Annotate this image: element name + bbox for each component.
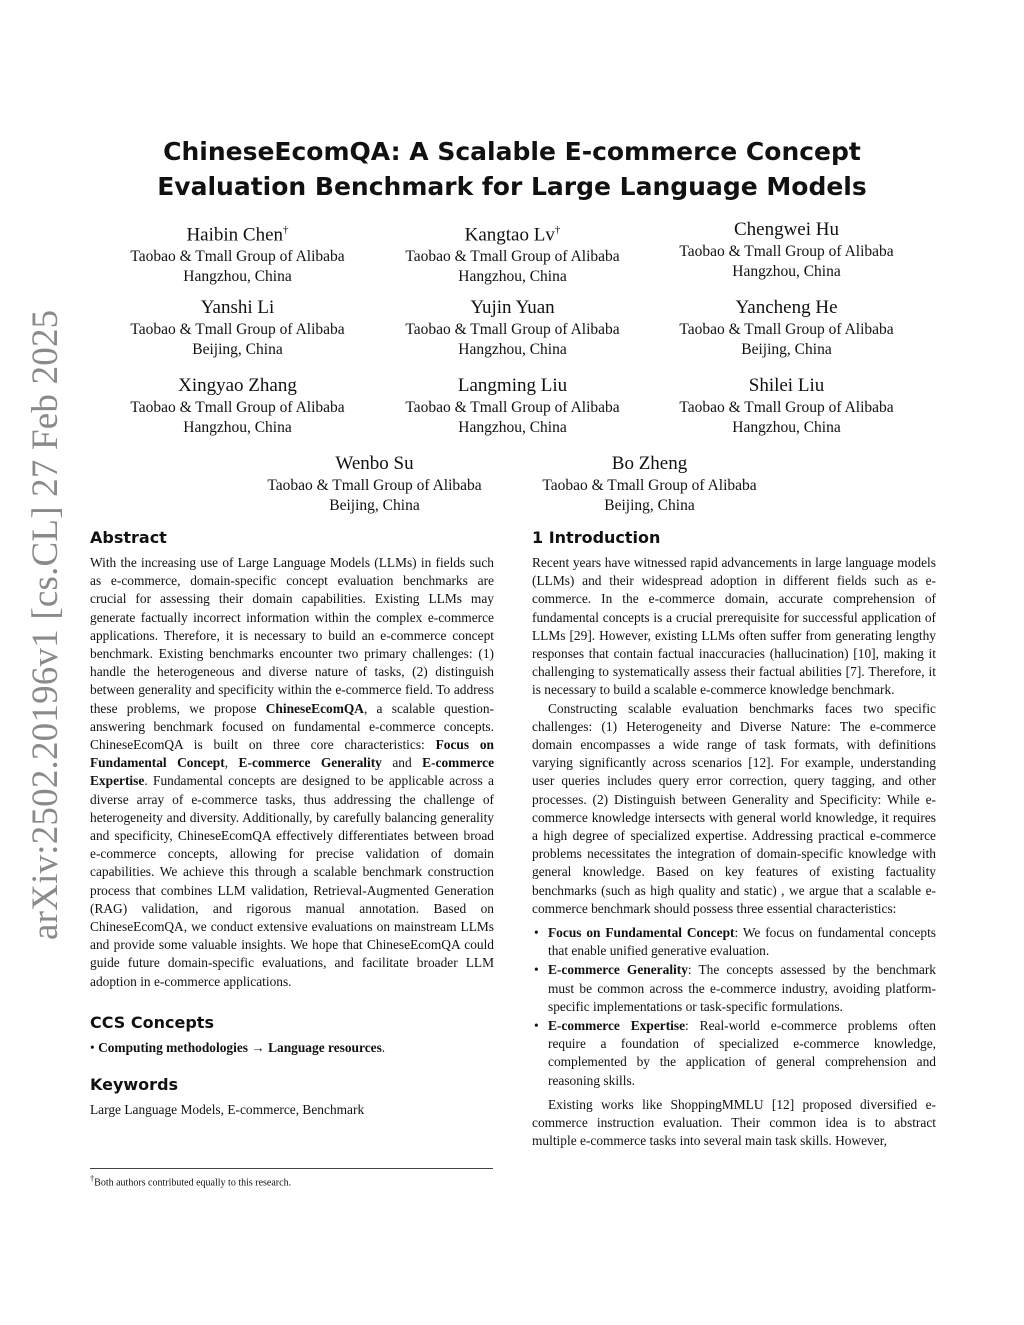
author-location: Hangzhou, China [458,341,567,358]
author-block [100,218,375,287]
author-block [512,452,787,516]
author-affiliation: Taobao & Tmall Group of Alibaba [679,321,894,338]
author-location: Hangzhou, China [732,263,841,280]
right-column [532,528,936,1151]
author-location: Beijing, China [741,341,832,358]
author-location: Beijing, China [604,497,695,514]
ccs-concepts: • Computing methodologies → Language resources. [90,1039,386,1055]
characteristic-term: Focus on Fundamental Concept [90,737,494,771]
intro-paragraph-3: Existing works like ShoppingMMLU [12] proposed diversified e-commerce instruction evaluation. Their common idea is to abstract multiple e-commerce tasks into several main task skills. However, [532,1096,936,1149]
abstract-heading: Abstract [90,528,167,547]
author-affiliation: Taobao & Tmall Group of Alibaba [130,321,345,338]
author-name: Wenbo Su [335,453,414,474]
benchmark-name: ChineseEcomQA [265,700,364,716]
author-block [649,218,924,282]
author-block [375,374,650,438]
list-item: • E-commerce Generality: The concepts assessed by the benchmark must be common across the e-commerce industry, avoiding platform-specific implementations or task-specific formulations. [534,962,937,1014]
author-block [237,452,512,516]
author-affiliation: Taobao & Tmall Group of Alibaba [679,243,894,260]
author-name: Haibin Chen [186,224,284,246]
ccs-heading: CCS Concepts [90,1012,214,1032]
author-location: Hangzhou, China [732,419,841,436]
author-name: Bo Zheng [611,453,688,474]
introduction-heading: 1 Introduction [532,528,661,547]
author-affiliation: Taobao & Tmall Group of Alibaba [679,399,894,416]
characteristic-term: E-commerce Generality [238,755,382,771]
author-location: Beijing, China [329,497,420,514]
author-affiliation: Taobao & Tmall Group of Alibaba [130,248,345,266]
footnote: †Both authors contributed equally to this research. [90,1174,292,1189]
paper-title: ChineseEcomQA: A Scalable E-commerce Concept Evaluation Benchmark for Large Language Models [157,137,867,201]
author-name: Shilei Liu [748,375,825,396]
author-affiliation: Taobao & Tmall Group of Alibaba [267,477,482,494]
author-block [649,296,924,360]
list-item: • Focus on Fundamental Concept: We focus on fundamental concepts that enable unified generative evaluation. [534,925,936,959]
author-location: Hangzhou, China [183,419,292,436]
list-item: • E-commerce Expertise: Real-world e-commerce problems often require a foundation of specialized e-commerce knowledge, complemented by the application of general comprehension and reasoning skills. [534,1018,936,1088]
equal-contribution-mark: † [283,224,289,236]
intro-paragraph-2: Constructing scalable evaluation benchmarks faces two specific challenges: (1) Heterogeneity and Diverse Nature: The e-commerce domain encompasses a wide range of task formats, with definitions varying significantly across scenarios [12]. For example, understanding user queries includes query error correction, query tagging, and other processes. (2) Distinguish between Generality and Specificity: While e-commerce knowledge intersects with general world knowledge, it requires a high degree of specialized expertise. Addressing practical e-commerce problems necessitates the integration of domain-specific knowledge with general knowledge. Based on key features of existing factuality benchmarks (such as high quality and static) , we argue that a scalable e-commerce benchmark should possess three essential characteristics: [532,700,936,916]
author-affiliation: Taobao & Tmall Group of Alibaba [405,248,620,266]
author-block [375,218,650,287]
characteristics-list [532,924,936,1090]
author-affiliation: Taobao & Tmall Group of Alibaba [405,321,620,338]
keywords-heading: Keywords [90,1075,179,1095]
author-name: Langming Liu [457,375,568,396]
author-location: Hangzhou, China [458,419,567,436]
characteristic-term: E-commerce Expertise [90,755,495,789]
arxiv-identifier: arXiv:2502.20196v1 [cs.CL] 27 Feb 2025 [25,309,66,940]
author-block [375,296,650,360]
author-affiliation: Taobao & Tmall Group of Alibaba [130,399,345,416]
author-name: Yancheng He [735,297,838,318]
intro-paragraph-1: Recent years have witnessed rapid advancements in large language models (LLMs) and their widespread adoption in different fields such as e-commerce. In the e-commerce domain, accurate comprehension of fundamental concepts is a crucial prerequisite for successful application of LLMs [29]. However, existing LLMs often suffer from generating lengthy responses that contain factual inaccuracies (hallucination) [10], making it challenging to systematically assess their factual abilities [7]. Therefore, it is necessary to build a scalable e-commerce knowledge benchmark. [532,555,936,698]
author-name: Kangtao Lv [464,224,555,246]
author-name: Xingyao Zhang [178,375,297,396]
author-affiliation: Taobao & Tmall Group of Alibaba [542,477,757,494]
equal-contribution-mark: † [554,224,561,236]
author-name: Yujin Yuan [470,297,555,318]
author-block [100,374,375,438]
abstract-text: With the increasing use of Large Language Models (LLMs) in fields such as e-commerce, domain-specific concept evaluation benchmarks are crucial for assessing their domain capabilities. Existing LLMs may generate factually incorrect information within the complex e-commerce applications. Therefore, it is necessary to build an e-commerce concept benchmark. Existing benchmarks encounter two primary challenges: (1) handle the heterogeneous and diverse nature of tasks, (2) distinguish between generality and specificity within the e-commerce field. To address these problems, we propose ChineseEcomQA, a scalable question-answering benchmark focused on fundamental e-commerce concepts. ChineseEcomQA is built on three core characteristics: Focus on Fundamental Concept, E-commerce Generality and E-commerce Expertise. Fundamental concepts are designed to be applicable across a diverse array of e-commerce tasks, thus addressing the challenge of heterogeneity and diversity. Additionally, by carefully balancing generality and specificity, ChineseEcomQA effectively differentiates between broad e-commerce concepts, allowing for precise validation of domain capabilities. We achieve this through a scalable benchmark construction process that combines LLM validation, Retrieval-Augmented Generation (RAG) validation, and rigorous manual annotation. Based on ChineseEcomQA, we conduct extensive evaluations on mainstream LLMs and provide some valuable insights. We hope that ChineseEcomQA could guide future domain-specific evaluations, and facilitate broader LLM adoption in e-commerce applications. [90,555,495,989]
author-block [649,374,924,438]
author-name: Yanshi Li [200,297,275,318]
author-location: Hangzhou, China [183,268,292,286]
author-block [100,296,375,360]
keywords-text: Large Language Models, E-commerce, Benchmark [90,1102,365,1118]
author-location: Beijing, China [192,341,283,358]
author-location: Hangzhou, China [458,268,567,286]
left-column [90,528,494,1119]
footnote-divider [90,1168,493,1169]
author-name: Chengwei Hu [733,219,839,240]
author-affiliation: Taobao & Tmall Group of Alibaba [405,399,620,416]
